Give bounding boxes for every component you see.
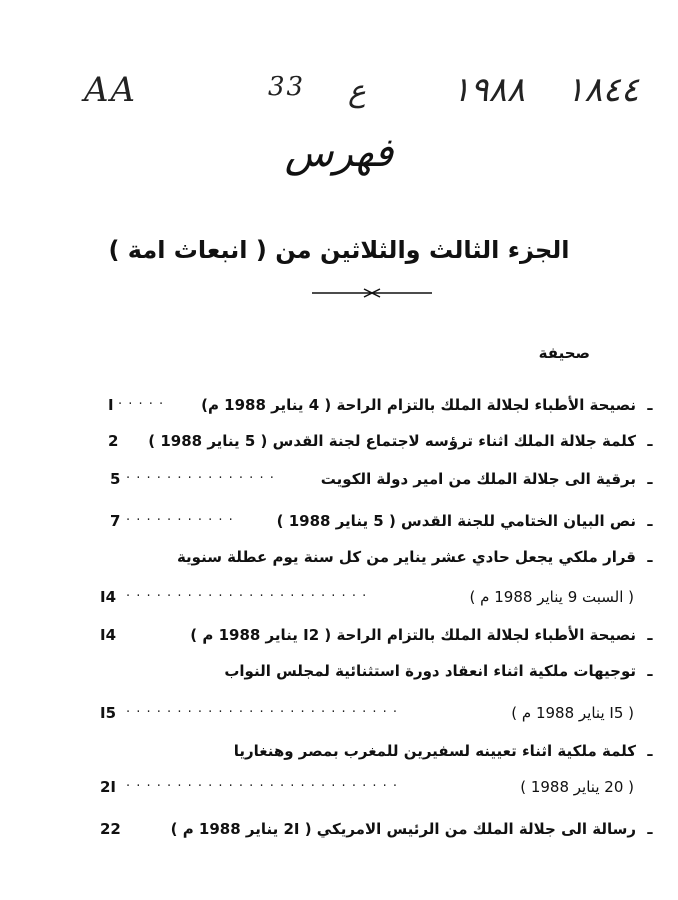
- entry-title: ( 20 يناير 1988 ): [520, 778, 634, 796]
- leader-dots: · · · · ·: [118, 397, 165, 412]
- entry-page-number: 5: [110, 470, 121, 488]
- toc-entry: [100, 506, 656, 536]
- handwritten-year: ١٩٨٨: [452, 70, 526, 110]
- entry-page-number: 2I: [100, 778, 117, 796]
- toc-entry: [100, 736, 656, 766]
- entry-page-number: I4: [100, 626, 117, 644]
- toc-entry-continuation: [100, 698, 656, 728]
- toc-entry-continuation: [100, 772, 656, 802]
- entry-page-number: 7: [110, 512, 121, 530]
- handwritten-mark: ١٨٤٤: [566, 70, 640, 110]
- entry-page-number: I: [108, 396, 114, 414]
- volume-title: الجزء الثالث والثلاثين من ( انبعاث امة ): [108, 236, 570, 264]
- list-dash: ـ: [647, 820, 653, 838]
- toc-entry: [100, 390, 656, 420]
- toc-entry: [100, 464, 656, 494]
- leader-dots: · · · · · · · · · · · · · · · · · · · · · · · ·: [126, 589, 368, 604]
- leader-dots: · · · · · · · · · · ·: [126, 513, 234, 528]
- toc-entry-continuation: [100, 582, 656, 612]
- entry-title: كلمة جلالة الملك اثناء ترؤسه لاجتماع لجنة القدس ( 5 يناير 1988 ): [148, 432, 636, 450]
- list-dash: ـ: [647, 512, 653, 530]
- list-dash: ـ: [647, 548, 653, 566]
- list-dash: ـ: [647, 662, 653, 680]
- list-dash: ـ: [647, 742, 653, 760]
- page-column-header: صحيفة: [538, 344, 590, 362]
- entry-page-number: 22: [100, 820, 121, 838]
- entry-title: نصيحة الأطباء لجلالة الملك بالتزام الراحة ( 4 يناير 1988 م): [201, 396, 636, 414]
- toc-entry: [100, 620, 656, 650]
- leader-dots: · · · · · · · · · · · · · · ·: [126, 471, 275, 486]
- toc-entry: [100, 542, 656, 572]
- entry-title: نص البيان الختامي للجنة القدس ( 5 يناير 1988 ): [276, 512, 636, 530]
- entry-title: ( I5 يناير 1988 م ): [511, 704, 634, 722]
- entry-title: رسالة الى جلالة الملك من الرئيس الامريكي ( 2I يناير 1988 م ): [170, 820, 636, 838]
- leader-dots: · · · · · · · · · · · · · · · · · · · · · · · · · · ·: [126, 705, 399, 720]
- index-heading: فهرس: [284, 130, 394, 176]
- list-dash: ـ: [647, 396, 653, 414]
- entry-page-number: I4: [100, 588, 117, 606]
- list-dash: ـ: [647, 432, 653, 450]
- leader-dots: · · · · · · · · · · · · · · · · · · · · · · · · · · ·: [126, 779, 399, 794]
- entry-title: توجيهات ملكية اثناء انعقاد دورة استثنائية لمجلس النواب: [224, 662, 636, 680]
- entry-title: قرار ملكي يجعل حادي عشر يناير من كل سنة يوم عطلة سنوية: [176, 548, 636, 566]
- entry-title: نصيحة الأطباء لجلالة الملك بالتزام الراحة ( I2 يناير 1988 م ): [190, 626, 636, 644]
- handwritten-mark: AA: [84, 70, 138, 110]
- list-dash: ـ: [647, 470, 653, 488]
- handwritten-mark: 33: [268, 72, 306, 102]
- entry-title: برقية الى جلالة الملك من امير دولة الكويت: [320, 470, 636, 488]
- toc-entry: [100, 656, 656, 686]
- toc-entry: [100, 814, 656, 844]
- toc-entry: [100, 426, 656, 456]
- handwritten-mark: ع: [348, 74, 366, 109]
- entry-title: ( السبت 9 يناير 1988 م ): [469, 588, 634, 606]
- list-dash: ـ: [647, 626, 653, 644]
- entry-page-number: 2: [108, 432, 119, 450]
- entry-page-number: I5: [100, 704, 117, 722]
- entry-title: كلمة ملكية اثناء تعيينه لسفيرين للمغرب بمصر وهنغاريا: [233, 742, 636, 760]
